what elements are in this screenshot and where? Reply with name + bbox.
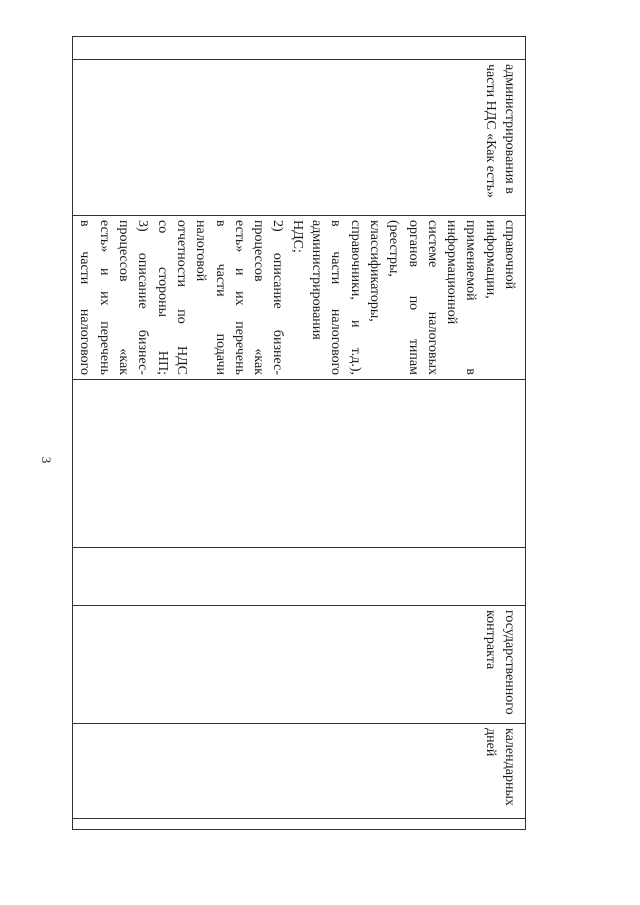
- description-line: в части подачи: [212, 220, 228, 375]
- table-cell-description: [73, 216, 525, 380]
- description-line: 3) описание бизнес-: [135, 220, 151, 375]
- description-line: информационной: [444, 220, 460, 325]
- description-line: в части налогового: [328, 220, 344, 375]
- description-line: процессов «как: [116, 220, 132, 375]
- description-line: справочники, и т.д.),: [347, 220, 363, 375]
- description-line: справочной: [502, 220, 517, 290]
- page-number: 3: [39, 456, 54, 464]
- description-line: процессов «как: [251, 220, 267, 375]
- days-text: календарных дней: [482, 728, 517, 806]
- table-cell-number: [73, 37, 525, 60]
- description-line: есть» и их перечень: [231, 220, 247, 375]
- description-line: со стороны НП;: [154, 220, 170, 375]
- description-line: налоговой: [193, 220, 209, 282]
- table-cell-empty-b: [73, 548, 525, 606]
- requirements-table: [72, 36, 526, 830]
- rotated-table-wrapper: [72, 36, 526, 830]
- description-line: есть» и их перечень: [96, 220, 112, 375]
- table-cell-contract: [73, 606, 525, 724]
- description-line: отчетности по НДС: [173, 220, 189, 375]
- contract-text: государственного контракта: [482, 610, 517, 715]
- description-line: применяемой в: [463, 220, 479, 375]
- description-line: системе налоговых: [424, 220, 440, 375]
- description-line: органов по типам: [405, 220, 421, 375]
- table-cell-days: [73, 724, 525, 819]
- description-line: администрирования: [309, 220, 325, 340]
- stage-name-text: администрирования в части НДС «Как есть»: [482, 64, 517, 199]
- table-cell-last: [73, 819, 525, 831]
- description-line: информации,: [482, 220, 498, 299]
- description-line: в части налогового: [77, 220, 93, 375]
- description-line: классификаторы,: [366, 220, 382, 322]
- description-line: (реестры,: [386, 220, 402, 277]
- table-cell-empty-a: [73, 380, 525, 548]
- description-line: 2) описание бизнес-: [270, 220, 286, 375]
- table-cell-stage-name: [73, 60, 525, 216]
- description-line: НДС;: [289, 220, 305, 253]
